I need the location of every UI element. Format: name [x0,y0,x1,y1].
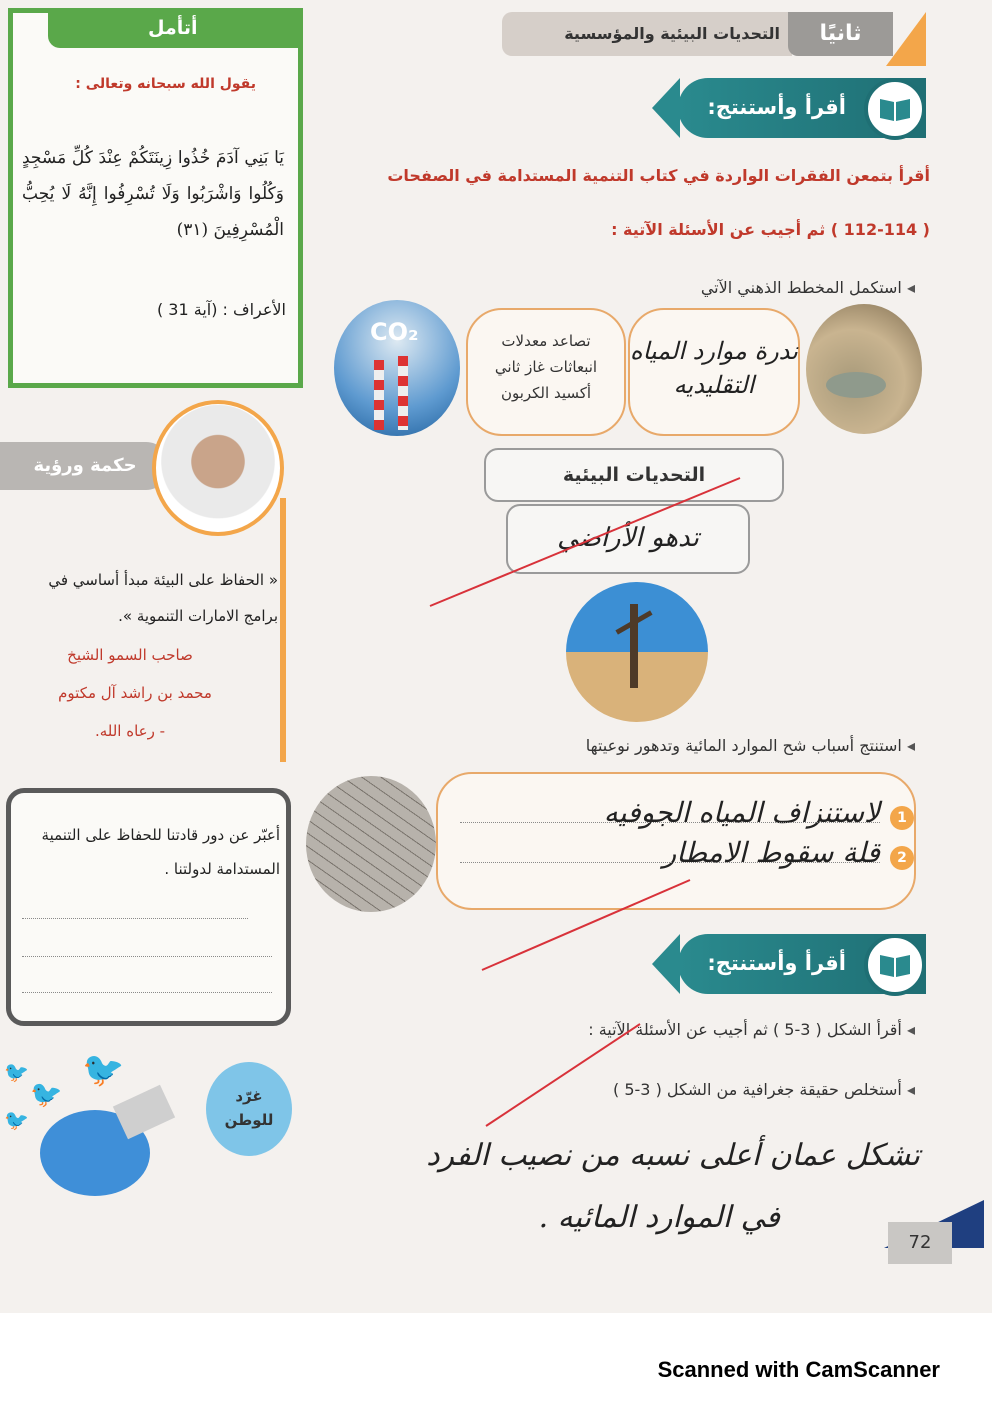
banner-label-2: أقرأ وأستنتج: [707,951,846,975]
section-number: ثانيًا [788,12,893,56]
contemplate-intro: يقول الله سبحانه وتعالى : [75,76,256,92]
banner-label: أقرأ وأستنتج: [707,95,846,119]
co2-icon: CO₂ [370,318,419,346]
twitter-icon: 🐦 [82,1050,125,1090]
handwritten-fact-line-2[interactable]: في الموارد المائيه . [538,1200,780,1235]
answer-1[interactable]: لاستنزاف المياه الجوفيه [603,796,880,829]
tweet-prompt: أعبّر عن دور قادتنا للحفاظ على التنمية المستدامة لدولتنا . [41,826,280,878]
twitter-icon-tiny: 🐦 [4,1060,29,1084]
handwritten-fact-line-1[interactable]: تشكل عمان أعلى نسبه من نصيب الفرد [426,1138,920,1173]
printed-co2-text: تصاعد معدلات انبعاثات غاز ثاني أكسيد الكربون [494,332,598,402]
contemplate-tab: أتأمل [48,8,303,48]
tweet-bubble-line-1: غرّد [235,1087,263,1105]
tweet-bubble-line-2: للوطن [224,1111,274,1129]
red-slash-3 [486,1024,640,1126]
instruction-line-2: ( 112-114 ) ثم أجيب عن الأسئلة الآتية : [611,220,930,239]
handwritten-land-degradation: تدهو الأراضي [557,523,699,553]
bullet-read-figure: ◂ أقرأ الشكل ( 3-5 ) ثم أجيب عن الأسئلة الآتية : [588,1020,915,1039]
section-title: التحديات البيئية والمؤسسية [502,12,792,56]
scanner-footer [0,1313,992,1403]
wisdom-attribution-3: - رعاه الله. [94,722,166,740]
red-slash-2 [482,880,690,970]
center-label: التحديات البيئية [562,464,706,486]
bullet-deduce: ◂ استنتج أسباب شح الموارد المائية وتدهور نوعيتها [585,736,915,755]
twitter-icon-small: 🐦 [30,1080,63,1110]
camscanner-watermark: Scanned with CamScanner [657,1357,940,1382]
wisdom-attribution-2: محمد بن راشد آل مكتوم [58,684,212,702]
bullet-extract-fact: ◂ أستخلص حقيقة جغرافية من الشكل ( 3-5 ) [613,1080,915,1099]
answer-number-2: 2 [890,846,914,870]
answer-2[interactable]: قلة سقوط الامطار [662,836,880,869]
wisdom-attribution-1: صاحب السمو الشيخ [67,646,193,664]
handwritten-water-scarcity: ندرة موارد المياه التقليديه [630,337,798,399]
twitter-icon-tiny-2: 🐦 [4,1108,29,1132]
answer-number-1: 1 [890,806,914,830]
verse-reference: الأعراف : (آية 31 ) [156,300,286,319]
instruction-line-1: أقرأ بتمعن الفقرات الواردة في كتاب التنمية المستدامة في الصفحات [387,166,930,185]
bullet-mindmap: ◂ استكمل المخطط الذهني الآتي [700,278,915,297]
red-slash-1 [430,478,740,606]
quran-verse: يَا بَنِي آدَمَ خُذُوا زِينَتَكُمْ عِنْدَ كُلِّ مَسْجِدٍ وَكُلُوا وَاشْرَبُوا وَلَا تُسْرِفُوا إِنَّهُ لَا يُحِبُّ الْمُسْرِفِينَ (٣١) [22,148,284,240]
page-number: 72 [888,1222,952,1264]
wisdom-tab: حكمة ورؤية [0,442,170,490]
wisdom-quote: « الحفاظ على البيئة مبدأ أساسي في برامج الامارات التنموية ». [48,571,278,625]
